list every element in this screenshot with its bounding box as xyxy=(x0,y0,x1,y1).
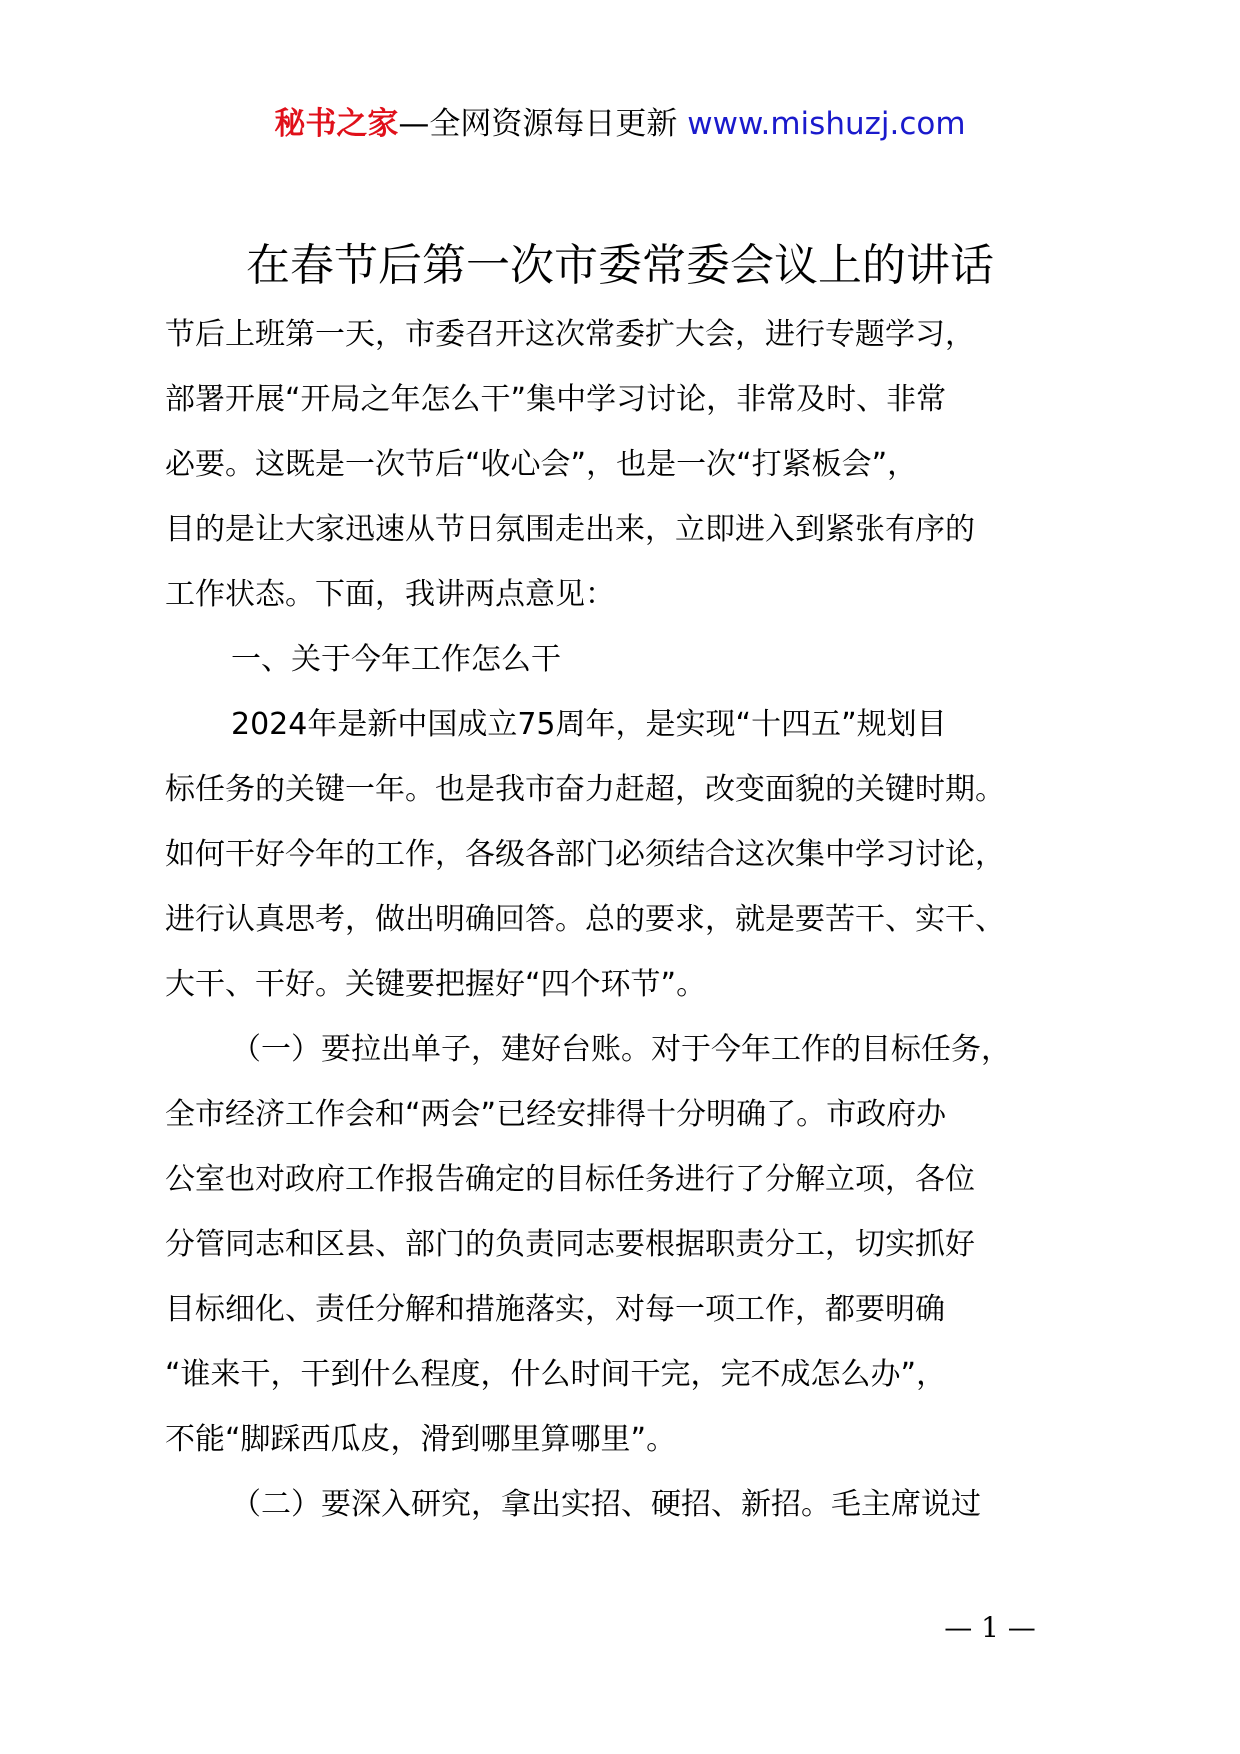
body-line: 标任务的关键一年。也是我市奋力赶超，改变面貌的关键时期。 xyxy=(165,772,1005,807)
body-line: 全市经济工作会和“两会”已经安排得十分明确了。市政府办 xyxy=(165,1097,947,1132)
body-line: 部署开展“开局之年怎么干”集中学习讨论，非常及时、非常 xyxy=(165,382,947,417)
body-line: 大干、干好。关键要把握好“四个环节”。 xyxy=(165,967,707,1002)
page-number: — 1 — xyxy=(944,1611,1036,1644)
body-line: 目的是让大家迅速从节日氛围走出来，立即进入到紧张有序的 xyxy=(165,512,975,547)
body-line: “谁来干，干到什么程度，什么时间干完，完不成怎么办”， xyxy=(165,1357,947,1392)
site-tagline: —全网资源每日更新 xyxy=(398,106,688,142)
body-line: （二）要深入研究，拿出实招、硬招、新招。毛主席说过 xyxy=(231,1487,981,1522)
body-line: （一）要拉出单子，建好台账。对于今年工作的目标任务， xyxy=(231,1032,1011,1067)
body-line: 2024年是新中国成立75周年，是实现“十四五”规划目 xyxy=(231,707,947,742)
site-banner xyxy=(0,100,1240,148)
body-line: 分管同志和区县、部门的负责同志要根据职责分工，切实抓好 xyxy=(165,1227,975,1262)
body-line: 公室也对政府工作报告确定的目标任务进行了分解立项，各位 xyxy=(165,1162,975,1197)
body-line: 不能“脚踩西瓜皮，滑到哪里算哪里”。 xyxy=(165,1422,677,1457)
body-line: 工作状态。下面，我讲两点意见： xyxy=(165,577,615,612)
section-heading: 一、关于今年工作怎么干 xyxy=(231,642,561,677)
body-line: 进行认真思考，做出明确回答。总的要求，就是要苦干、实干、 xyxy=(165,902,1005,937)
site-brand: 秘书之家 xyxy=(274,106,399,142)
document-title: 在春节后第一次市委常委会议上的讲话 xyxy=(246,240,994,291)
site-url-link[interactable]: www.mishuzj.com xyxy=(687,106,966,142)
document-body xyxy=(165,302,1110,1537)
body-line: 节后上班第一天，市委召开这次常委扩大会，进行专题学习， xyxy=(165,317,975,352)
body-line: 必要。这既是一次节后“收心会”，也是一次“打紧板会”， xyxy=(165,447,918,482)
body-line: 如何干好今年的工作，各级各部门必须结合这次集中学习讨论， xyxy=(165,837,1005,872)
body-line: 目标细化、责任分解和措施落实，对每一项工作，都要明确 xyxy=(165,1292,945,1327)
